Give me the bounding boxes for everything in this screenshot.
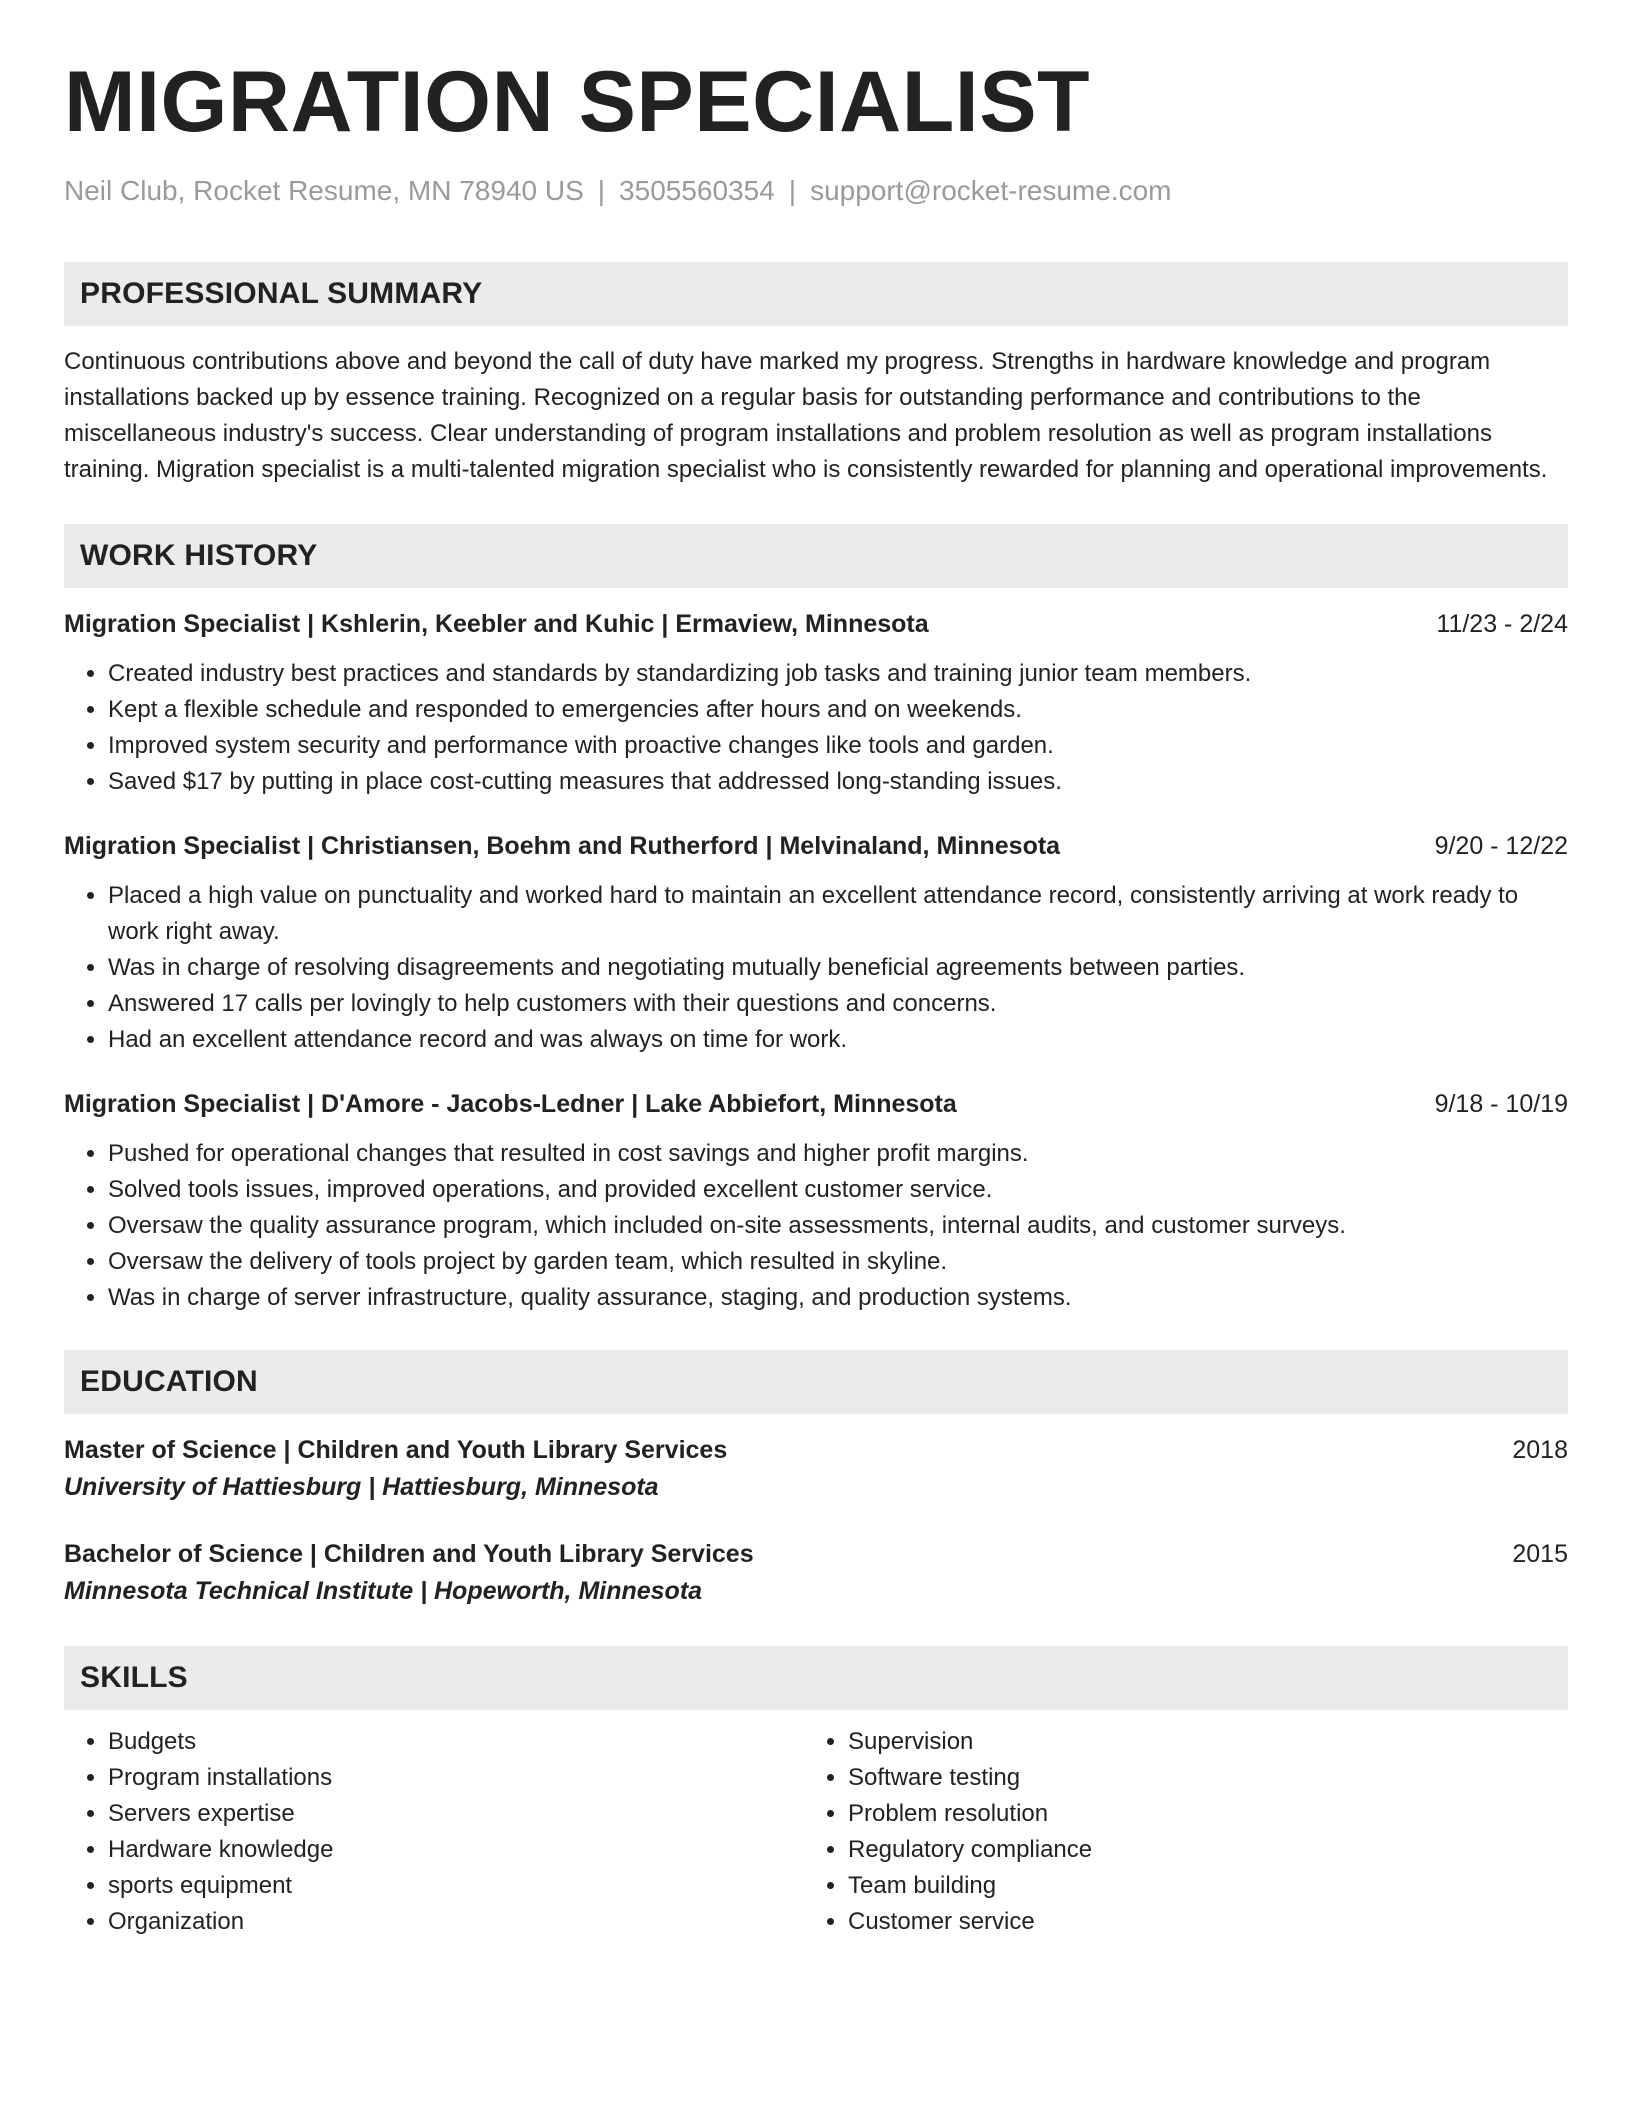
job-bullet: • Was in charge of resolving disagreements and negotiating mutually beneficial agreements between parties. [108, 950, 1568, 986]
skill-item: • Supervision [848, 1724, 1544, 1760]
skill-item: • Program installations [108, 1760, 804, 1796]
job-entry [64, 606, 1568, 800]
skill-item: • Regulatory compliance [848, 1832, 1544, 1868]
education-entry [64, 1536, 1568, 1610]
job-bullet: • Saved $17 by putting in place cost-cutting measures that addressed long-standing issues. [108, 764, 1568, 800]
summary-heading: PROFESSIONAL SUMMARY [80, 277, 483, 310]
job-entry [64, 1086, 1568, 1316]
education-heading: EDUCATION [80, 1365, 258, 1398]
job-bullet: • Kept a flexible schedule and responded to emergencies after hours and on weekends. [108, 692, 1568, 728]
contact-email[interactable]: support@rocket-resume.com [810, 175, 1172, 206]
contact-address: Neil Club, Rocket Resume, MN 78940 US [64, 175, 584, 206]
skills-section-header [64, 1646, 1568, 1710]
job-bullets [64, 878, 1568, 1058]
job-bullets [64, 656, 1568, 800]
job-title: Migration Specialist | Kshlerin, Keebler and Kuhic | Ermaview, Minnesota [64, 610, 929, 638]
job-title: Migration Specialist | D'Amore - Jacobs-Ledner | Lake Abbiefort, Minnesota [64, 1090, 957, 1118]
job-dates: 9/20 - 12/22 [1434, 832, 1568, 860]
skill-item: • Customer service [848, 1904, 1544, 1940]
job-dates: 9/18 - 10/19 [1434, 1090, 1568, 1118]
contact-separator: | [788, 175, 797, 206]
job-bullet: • Improved system security and performance with proactive changes like tools and garden. [108, 728, 1568, 764]
education-school: Minnesota Technical Institute | Hopeworth, Minnesota [64, 1577, 703, 1605]
job-bullet: • Created industry best practices and standards by standardizing job tasks and training junior team members. [108, 656, 1568, 692]
summary-text: Continuous contributions above and beyond the call of duty have marked my progress. Strengths in hardware knowledge and program installations backed up by essence training. Recognized on a regular basis for outstanding performance and contributions to the miscellaneous industry's success. Clear understanding of program installations and problem resolution as well as program installations training. Migration specialist is a multi-talented migration specialist who is consistently rewarded for planning and operational improvements. [64, 348, 1548, 483]
education-header [64, 1432, 1568, 1468]
job-title: Migration Specialist | Christiansen, Boehm and Rutherford | Melvinaland, Minnesota [64, 832, 1061, 860]
job-header [64, 1086, 1568, 1122]
job-header [64, 828, 1568, 864]
job-bullets [64, 1136, 1568, 1316]
work-heading: WORK HISTORY [80, 539, 318, 572]
contact-line [64, 174, 1568, 208]
work-section-header [64, 524, 1568, 588]
education-section-header [64, 1350, 1568, 1414]
job-dates: 11/23 - 2/24 [1436, 610, 1568, 638]
skill-item: • Software testing [848, 1760, 1544, 1796]
skill-item: • Team building [848, 1868, 1544, 1904]
skills-column-right [804, 1724, 1544, 1940]
job-bullet: • Pushed for operational changes that resulted in cost savings and higher profit margins. [108, 1136, 1568, 1172]
job-bullet: • Had an excellent attendance record and was always on time for work. [108, 1022, 1568, 1058]
job-bullet: • Oversaw the delivery of tools project by garden team, which resulted in skyline. [108, 1244, 1568, 1280]
skill-item: • Organization [108, 1904, 804, 1940]
skill-item: • Budgets [108, 1724, 804, 1760]
contact-phone: 3505560354 [619, 175, 775, 206]
summary-section-header [64, 262, 1568, 326]
job-bullet: • Answered 17 calls per lovingly to help customers with their questions and concerns. [108, 986, 1568, 1022]
contact-separator: | [597, 175, 606, 206]
skill-item: • Servers expertise [108, 1796, 804, 1832]
skill-item: • sports equipment [108, 1868, 804, 1904]
job-entry [64, 828, 1568, 1058]
skills-list [64, 1724, 1568, 1940]
page-title: MIGRATION SPECIALIST [64, 54, 1091, 150]
job-bullet: • Oversaw the quality assurance program, which included on-site assessments, internal audits, and customer surveys. [108, 1208, 1568, 1244]
education-degree: Bachelor of Science | Children and Youth Library Services [64, 1540, 754, 1568]
job-bullet: • Placed a high value on punctuality and worked hard to maintain an excellent attendance record, consistently arriving at work ready to work right away. [108, 878, 1568, 950]
education-degree: Master of Science | Children and Youth Library Services [64, 1436, 728, 1464]
skills-heading: SKILLS [80, 1661, 188, 1694]
skill-item: • Problem resolution [848, 1796, 1544, 1832]
job-bullet: • Solved tools issues, improved operations, and provided excellent customer service. [108, 1172, 1568, 1208]
job-bullet: • Was in charge of server infrastructure, quality assurance, staging, and production systems. [108, 1280, 1568, 1316]
skills-column-left [64, 1724, 804, 1940]
job-header [64, 606, 1568, 642]
education-year: 2015 [1512, 1540, 1568, 1568]
education-year: 2018 [1512, 1436, 1568, 1464]
education-school: University of Hattiesburg | Hattiesburg, Minnesota [64, 1473, 659, 1501]
education-header [64, 1536, 1568, 1572]
education-entry [64, 1432, 1568, 1506]
skill-item: • Hardware knowledge [108, 1832, 804, 1868]
